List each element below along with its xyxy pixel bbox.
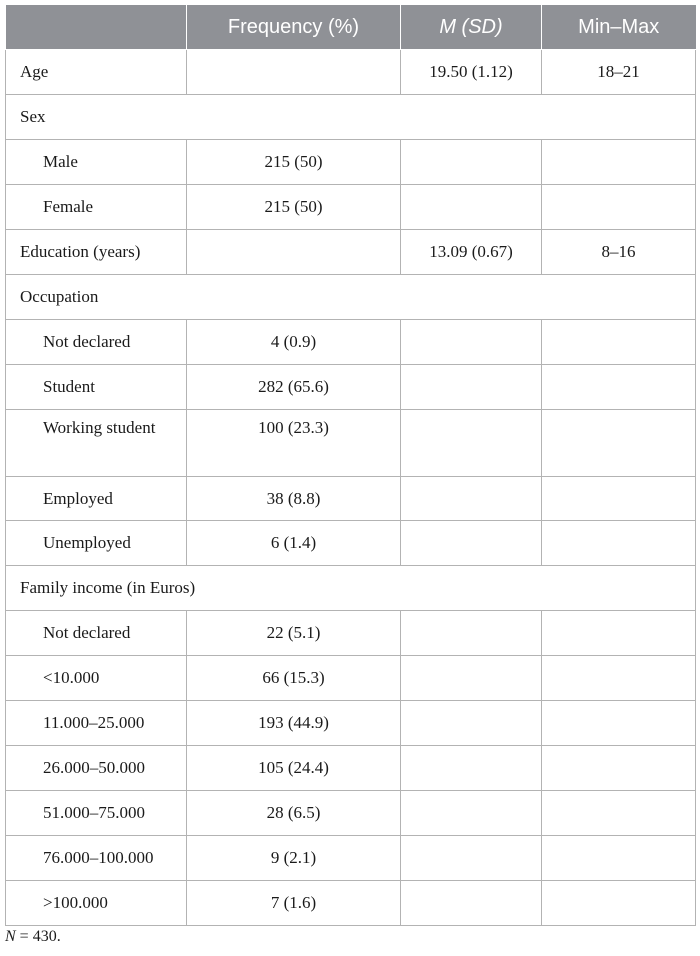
sample-size-symbol: N [5,928,16,945]
cell-frequency: 282 (65.6) [187,365,401,410]
cell-min-max [542,611,696,656]
header-min-max: Min–Max [542,5,696,50]
table-row [6,701,696,746]
cell-frequency: 6 (1.4) [187,521,401,566]
cell-min-max [542,836,696,881]
cell-min-max [542,140,696,185]
row-label: Not declared [6,320,187,365]
table-row [6,791,696,836]
cell-frequency: 193 (44.9) [187,701,401,746]
row-label: Unemployed [6,521,187,566]
cell-mean-sd [401,477,542,521]
header-mean-sd: M (SD) [401,5,542,50]
table-row [6,746,696,791]
cell-frequency: 4 (0.9) [187,320,401,365]
cell-mean-sd [401,140,542,185]
section-label: Sex [6,95,696,140]
cell-frequency: 28 (6.5) [187,791,401,836]
row-label: Employed [6,477,187,521]
table-row-section [6,566,696,611]
cell-min-max [542,521,696,566]
cell-frequency: 9 (2.1) [187,836,401,881]
table-body [6,50,696,926]
demographics-table [5,5,696,926]
cell-frequency: 215 (50) [187,185,401,230]
section-label: Family income (in Euros) [6,566,696,611]
table-row-section [6,275,696,320]
row-label: Working student [6,410,187,477]
cell-mean-sd [401,521,542,566]
cell-frequency: 66 (15.3) [187,656,401,701]
row-label: 76.000–100.000 [6,836,187,881]
cell-min-max [542,881,696,926]
cell-mean-sd [401,701,542,746]
cell-frequency [187,50,401,95]
row-label: Female [6,185,187,230]
cell-frequency: 105 (24.4) [187,746,401,791]
cell-min-max [542,365,696,410]
table-footnote [5,928,61,946]
cell-min-max [542,746,696,791]
cell-frequency: 7 (1.6) [187,881,401,926]
table-row [6,50,696,95]
table-row [6,611,696,656]
cell-min-max [542,185,696,230]
table-header [6,5,696,50]
cell-mean-sd [401,410,542,477]
cell-mean-sd [401,881,542,926]
table-row [6,140,696,185]
row-label: 26.000–50.000 [6,746,187,791]
table-row [6,477,696,521]
cell-mean-sd [401,656,542,701]
cell-mean-sd [401,611,542,656]
table-row [6,836,696,881]
row-label: Student [6,365,187,410]
table-row [6,521,696,566]
cell-frequency: 100 (23.3) [187,410,401,477]
cell-min-max [542,701,696,746]
row-label: <10.000 [6,656,187,701]
sample-size-text: = 430. [15,928,61,945]
cell-min-max: 18–21 [542,50,696,95]
cell-min-max [542,320,696,365]
section-label: Occupation [6,275,696,320]
table-row [6,365,696,410]
row-label: Male [6,140,187,185]
cell-frequency: 38 (8.8) [187,477,401,521]
cell-min-max [542,791,696,836]
cell-min-max [542,410,696,477]
cell-mean-sd: 19.50 (1.12) [401,50,542,95]
cell-mean-sd [401,185,542,230]
cell-mean-sd [401,791,542,836]
row-label: 51.000–75.000 [6,791,187,836]
table-row-section [6,95,696,140]
cell-min-max [542,477,696,521]
table-row [6,320,696,365]
row-label: 11.000–25.000 [6,701,187,746]
table-container [5,5,695,926]
header-frequency: Frequency (%) [187,5,401,50]
cell-mean-sd [401,836,542,881]
cell-min-max: 8–16 [542,230,696,275]
cell-min-max [542,656,696,701]
cell-frequency: 22 (5.1) [187,611,401,656]
row-label: >100.000 [6,881,187,926]
cell-frequency [187,230,401,275]
cell-mean-sd: 13.09 (0.67) [401,230,542,275]
cell-mean-sd [401,320,542,365]
cell-frequency: 215 (50) [187,140,401,185]
table-row [6,230,696,275]
cell-mean-sd [401,365,542,410]
table-row [6,410,696,477]
row-label: Age [6,50,187,95]
table-row [6,881,696,926]
header-blank [6,5,187,50]
cell-mean-sd [401,746,542,791]
row-label: Not declared [6,611,187,656]
table-row [6,185,696,230]
row-label: Education (years) [6,230,187,275]
table-row [6,656,696,701]
